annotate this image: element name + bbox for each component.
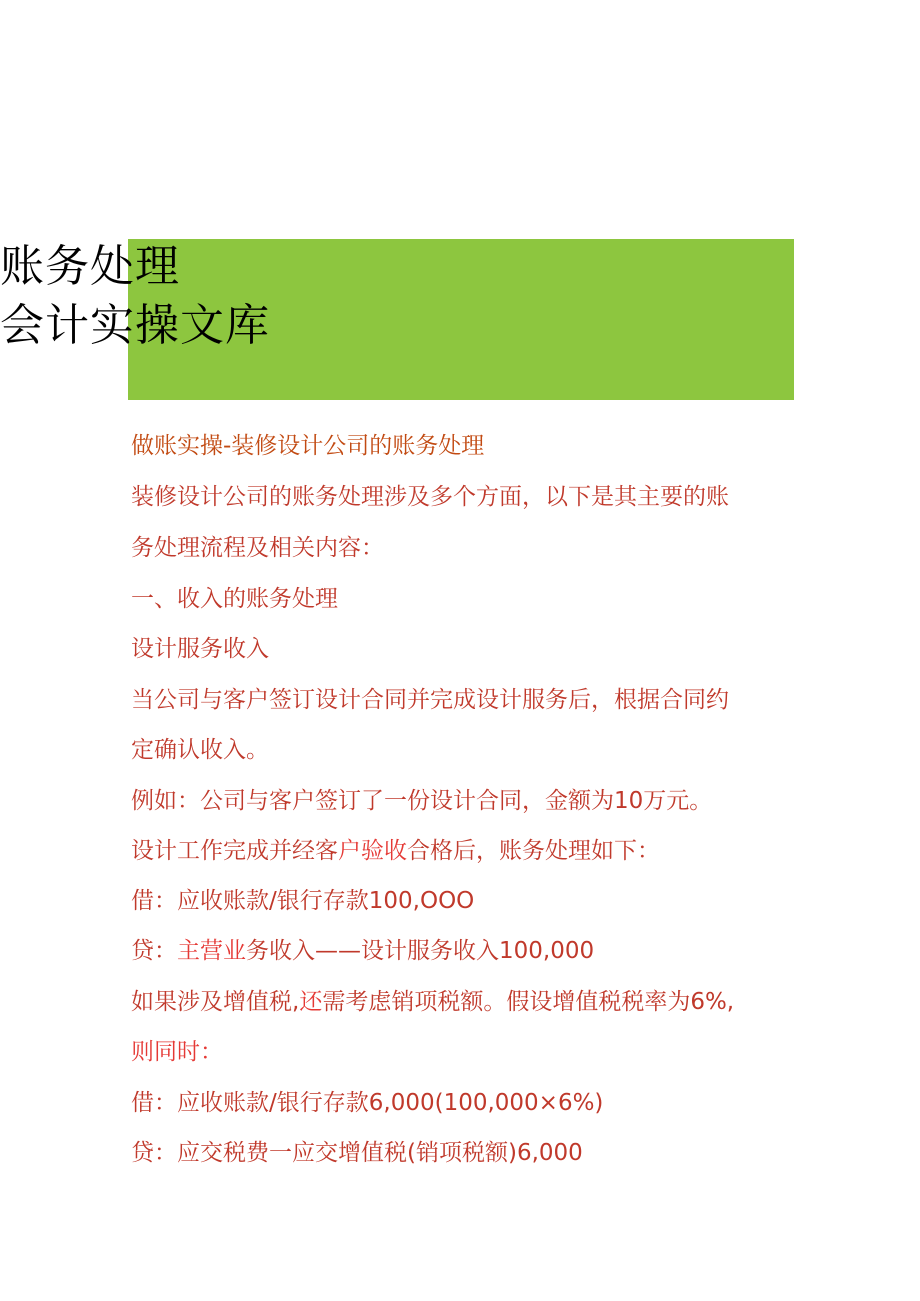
document-title: 做账实操-装修设计公司的账务处理 (131, 433, 485, 459)
paragraph-line: 当公司与客户签订设计合同并完成设计服务后，根据合同约 (131, 687, 729, 713)
text-segment: 如果涉及增值税, (131, 989, 300, 1015)
credit-entry: 贷：应交税费一应交增值税(销项税额)6,000 (131, 1140, 583, 1166)
paragraph-line: 则同时： (131, 1039, 223, 1065)
banner-title-line-2: 会计实操文库 (0, 300, 270, 351)
paragraph-line: 装修设计公司的账务处理涉及多个方面，以下是其主要的账 (131, 484, 729, 510)
paragraph-line: 例如：公司与客户签订了一份设计合同，金额为10万元。 (131, 788, 713, 814)
credit-entry (131, 936, 594, 966)
text-segment: 务收入——设计服务收入100,000 (246, 938, 595, 964)
banner-title-line-1: 账务处理 (0, 241, 180, 292)
text-segment-accent: 还 (299, 989, 323, 1015)
debit-entry: 借：应收账款/银行存款6,000(100,000×6%) (131, 1090, 604, 1116)
text-segment: 需考虑销项税额。假设增值税税率为6%, (322, 989, 735, 1015)
text-segment-accent: 主营业 (177, 938, 246, 964)
paragraph-line (131, 836, 660, 866)
text-segment: 设计工作完成并经客 (131, 838, 338, 864)
debit-entry: 借：应收账款/银行存款100,OOO (131, 888, 475, 914)
paragraph-line: 定确认收入。 (131, 737, 269, 763)
text-segment-accent: 户验收 (338, 838, 407, 864)
section-heading: 一、收入的账务处理 (131, 586, 338, 612)
subsection-heading: 设计服务收入 (131, 636, 269, 662)
paragraph-line (131, 987, 734, 1017)
text-segment: 贷： (131, 938, 177, 964)
text-segment: 合格后，账务处理如下： (407, 838, 660, 864)
paragraph-line: 务处理流程及相关内容： (131, 535, 384, 561)
